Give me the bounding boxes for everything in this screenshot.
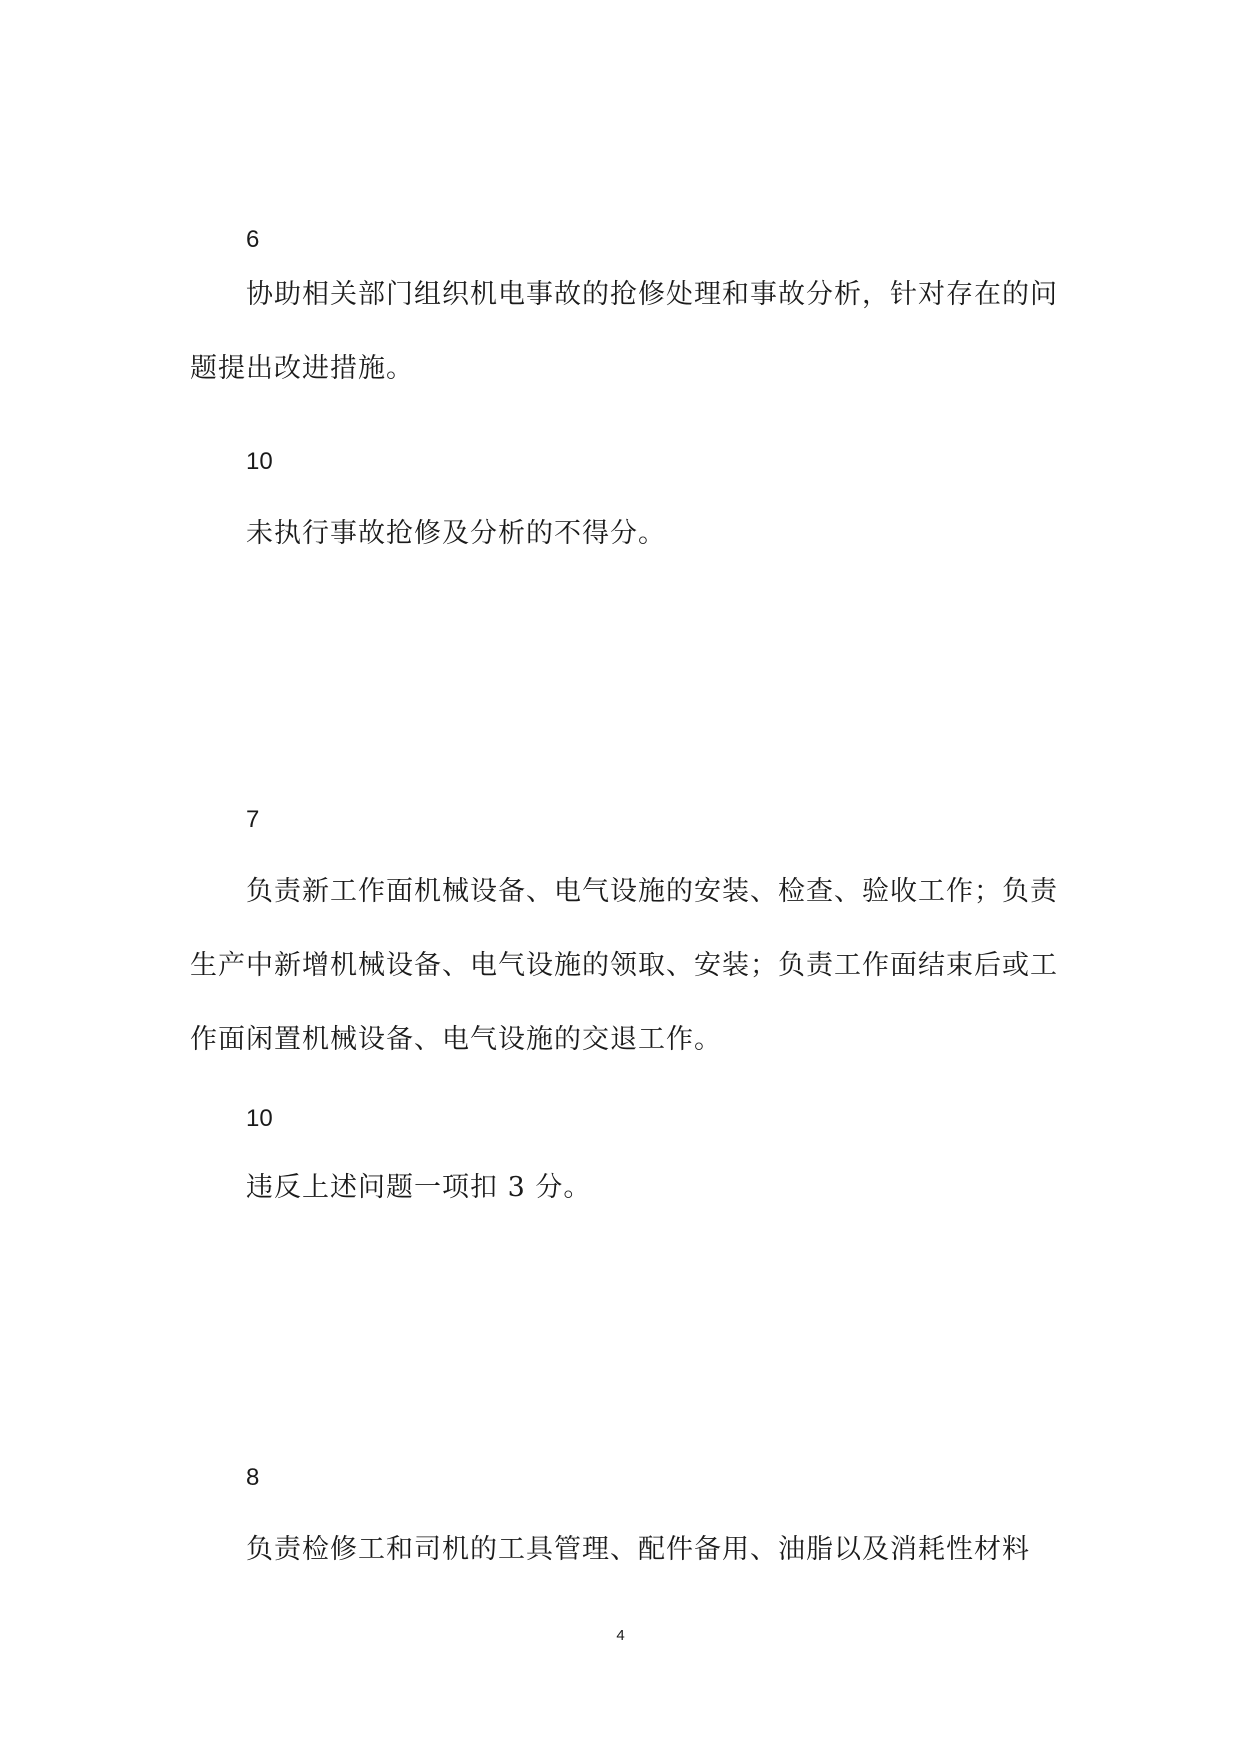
- item-criteria: 违反上述问题一项扣 3 分。: [246, 1172, 592, 1203]
- item-score: 10: [246, 1105, 273, 1132]
- item-number: 7: [246, 806, 260, 833]
- item-number: 8: [246, 1464, 260, 1491]
- item-criteria: 未执行事故抢修及分析的不得分。: [246, 518, 666, 549]
- item-description: 负责新工作面机械设备、电气设施的安装、检查、验收工作；负责生产中新增机械设备、电气设施的领取、安装；负责工作面结束后或工作面闲置机械设备、电气设施的交退工作。: [190, 876, 1058, 1055]
- item-description: 负责检修工和司机的工具管理、配件备用、油脂以及消耗性材料: [246, 1534, 1030, 1565]
- item-number: 6: [246, 226, 260, 253]
- page-number: 4: [616, 1627, 625, 1644]
- item-score: 10: [246, 448, 273, 475]
- item-description: 协助相关部门组织机电事故的抢修处理和事故分析，针对存在的问题提出改进措施。: [190, 279, 1058, 384]
